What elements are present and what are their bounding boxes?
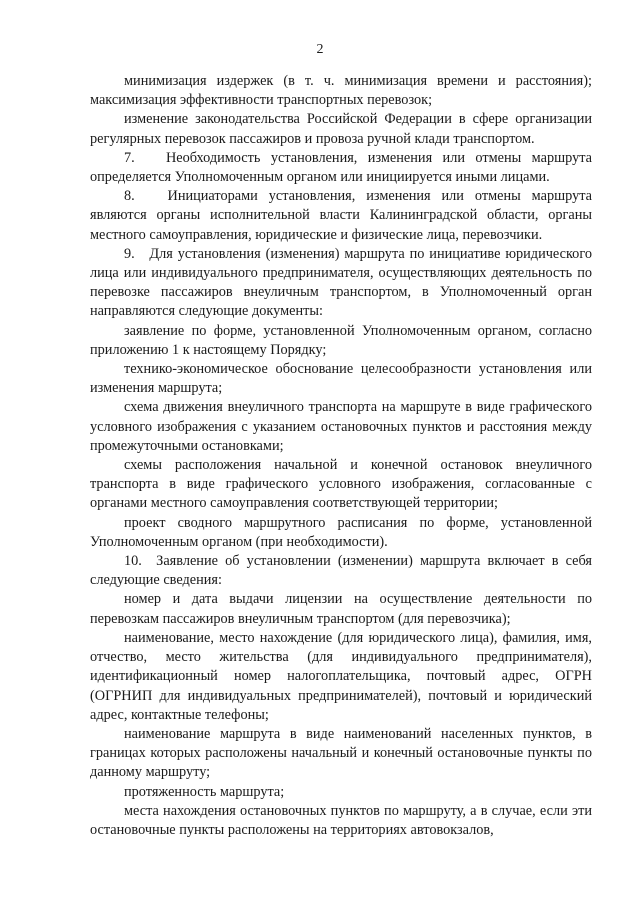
paragraph: 8. Инициаторами установления, изменения или отмены маршрута являются органы исполнительной власти Калининградской области, органы местного самоуправления, юридические и физические лица, перевозчики. (90, 188, 592, 243)
paragraph: заявление по форме, установленной Уполномоченным органом, согласно приложению 1 к настоящему Порядку; (90, 322, 592, 358)
paragraph: наименование маршрута в виде наименований населенных пунктов, в границах которых расположены начальный и конечный остановочные пункты по данному маршруту; (90, 725, 592, 781)
paragraph: 7. Необходимость установления, изменения или отмены маршрута определяется Уполномоченным органом или инициируется иными лицами. (90, 149, 592, 186)
paragraph: протяженность маршрута; (124, 783, 285, 800)
document-body (90, 72, 592, 840)
paragraph: места нахождения остановочных пунктов по маршруту, а в случае, если эти остановочные пункты расположены на территориях автовокзалов, (90, 802, 592, 838)
paragraph: схема движения внеуличного транспорта на маршруте в виде графического условного изображения с указанием остановочных пунктов и расстояния между промежуточными остановками; (90, 399, 592, 454)
paragraph: 10. Заявление об установлении (изменении) маршрута включает в себя следующие сведения: (90, 553, 592, 589)
paragraph: схемы расположения начальной и конечной остановок внеуличного транспорта в виде графического условного изображения, согласованные с органами местного самоуправления соответствующей территории; (90, 457, 592, 512)
paragraph: технико-экономическое обоснование целесообразности установления или изменения маршрута; (90, 361, 592, 397)
page-number: 2 (316, 42, 324, 57)
paragraph: наименование, место нахождение (для юридического лица), фамилия, имя, отчество, место жительства (для индивидуального предпринимателя), идентификационный номер налогоплательщика, почтовый адрес, ОГРН (ОГРНИП для индивидуальных предпринимателей), почтовый и юридический адрес, контактные телефоны; (90, 629, 592, 723)
paragraph: проект сводного маршрутного расписания по форме, установленной Уполномоченным органом (при необходимости). (90, 514, 592, 550)
paragraph: изменение законодательства Российской Федерации в сфере организации регулярных перевозок пассажиров и провоза ручной клади транспортом. (90, 111, 592, 147)
paragraph: минимизация издержек (в т. ч. минимизация времени и расстояния); максимизация эффективности транспортных перевозок; (90, 73, 592, 109)
paragraph: номер и дата выдачи лицензии на осуществление деятельности по перевозкам пассажиров внеуличным транспортом (для перевозчика); (90, 591, 592, 627)
paragraph: 9. Для установления (изменения) маршрута по инициативе юридического лица или индивидуального предпринимателя, осуществляющих деятельность по перевозке пассажиров внеуличным транспортом, в Уполномоченный орган направляются следующие документы: (90, 245, 592, 320)
